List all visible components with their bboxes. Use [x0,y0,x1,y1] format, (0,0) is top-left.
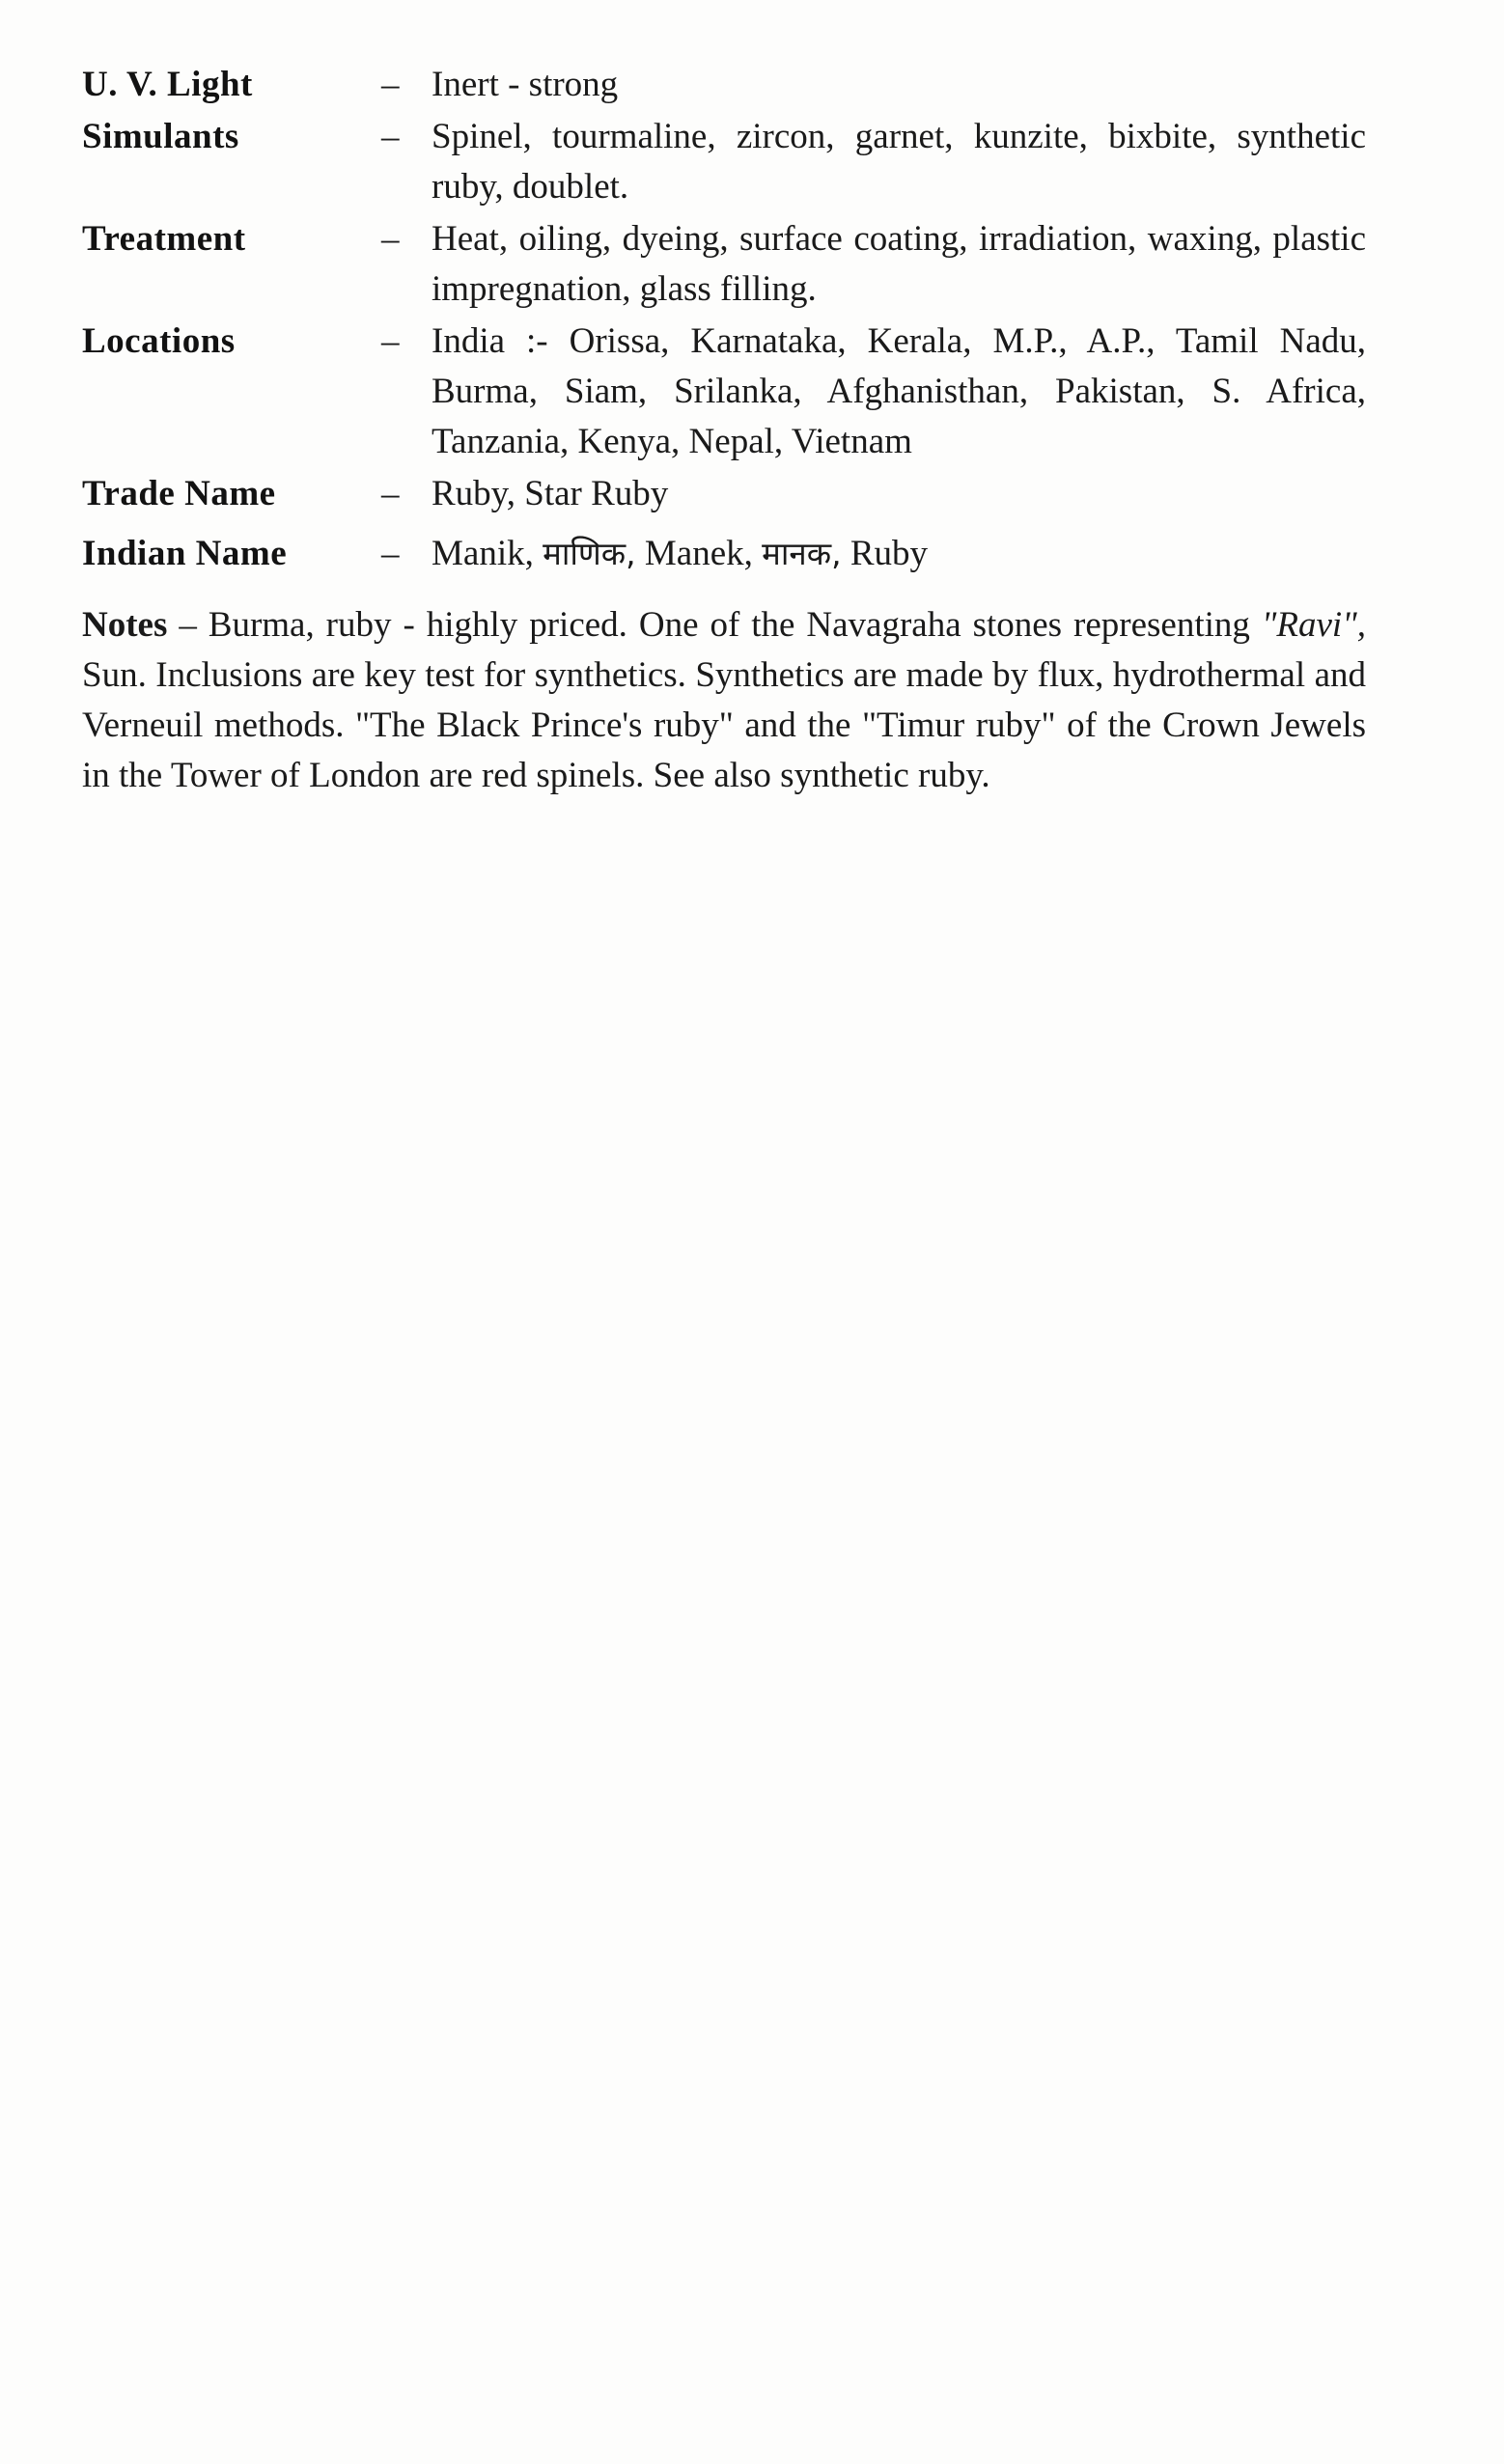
indian-name-part2: Manek, [635,534,763,573]
notes-label: Notes [82,605,168,645]
entry-trade-name [82,469,1366,519]
entry-value: India :- Orissa, Karnataka, Kerala, M.P., A.P., Tamil Nadu, Burma, Siam, Srilanka, Afghanisthan, Pakistan, S. Africa, Tanzania, Kenya, Nepal, Vietnam [432,321,1366,461]
entry-term: Indian Name [82,534,288,573]
entry-locations [82,317,1366,467]
entry-term: Trade Name [82,474,276,513]
notes-italic-term: "Ravi", [1261,605,1366,645]
indian-name-part1: Manik, [432,534,543,573]
entry-value: Spinel, tourmaline, zircon, garnet, kunzite, bixbite, synthetic ruby, doublet. [432,117,1366,207]
notes-dash [167,605,179,645]
entry-separator: – [381,219,400,259]
entry-term: U. V. Light [82,65,253,104]
entry-value: Inert - strong [432,65,619,104]
entry-value: Heat, oiling, dyeing, surface coating, irradiation, waxing, plastic impregnation, glass filling. [432,219,1366,309]
entry-term: Locations [82,321,236,361]
notes-paragraph [82,600,1366,801]
entry-indian-name [82,529,1366,579]
notes-dash-glyph: – [179,605,197,645]
indian-name-devanagari-manak: मानक, [762,535,842,572]
indian-name-devanagari-manik: माणिक, [543,535,636,572]
entry-separator: – [381,321,400,361]
entry-value [432,529,1366,579]
entry-value: Ruby, Star Ruby [432,474,669,513]
entry-treatment [82,214,1366,315]
entry-separator: – [381,534,400,573]
entry-simulants [82,112,1366,212]
entry-separator: – [381,474,400,513]
notes-text-before: Burma, ruby - highly priced. One of the Navagraha stones representing [196,605,1262,645]
document-content [82,60,1366,801]
entry-separator: – [381,117,400,156]
entry-uv-light [82,60,1366,110]
entry-term: Treatment [82,219,246,259]
entry-separator: – [381,65,400,104]
indian-name-part3: Ruby [841,534,929,573]
notes-text-after: Sun. Inclusions are key test for synthetics. Synthetics are made by flux, hydrothermal and Verneuil methods. "The Black Prince's ruby" and the "Timur ruby" of the Crown Jewels in the Tower of London are red spinels. See also synthetic ruby. [82,655,1366,795]
entry-term: Simulants [82,117,239,156]
